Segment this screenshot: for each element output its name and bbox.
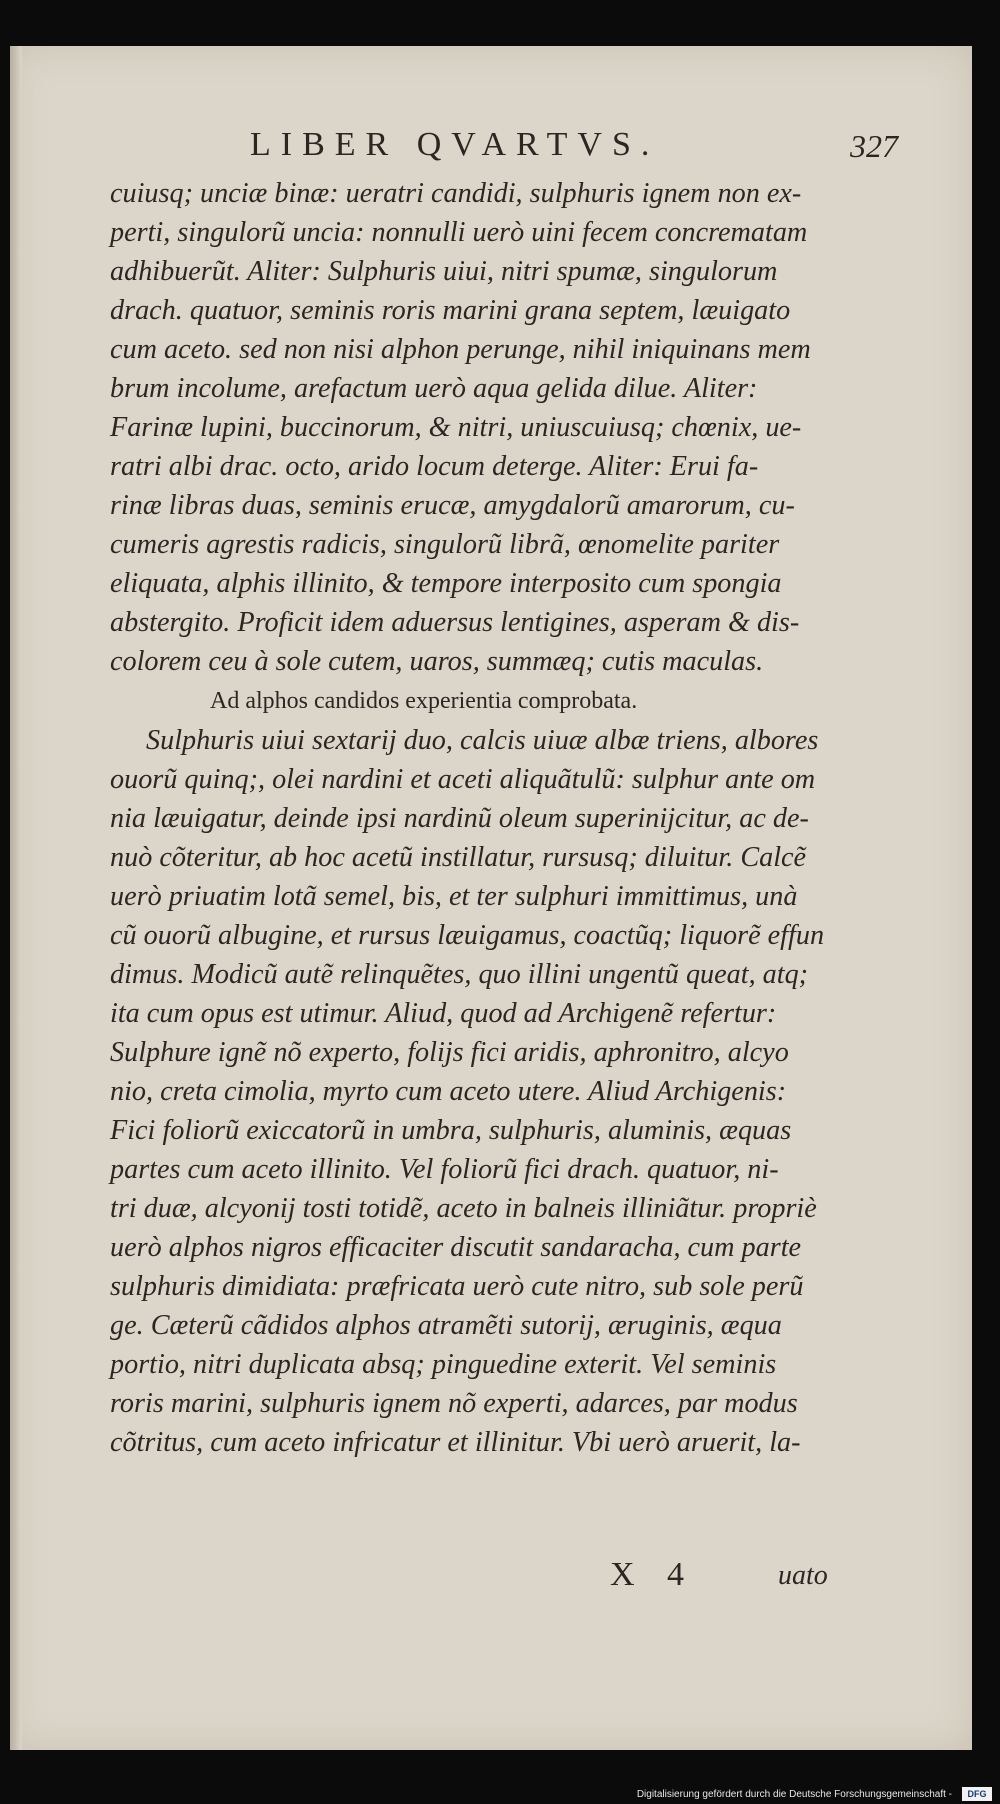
text-line: cumeris agrestis radicis, singulorũ librã, œnomelite pariter (110, 529, 780, 560)
text-block (110, 174, 850, 1462)
text-line: roris marini, sulphuris ignem nõ experti, adarces, par modus (110, 1388, 798, 1419)
text-line: cõtritus, cum aceto infricatur et illinitur. Vbi uerò aruerit, la- (110, 1427, 801, 1458)
text-line: sulphuris dimidiata: præfricata uerò cute nitro, sub sole perũ (110, 1271, 804, 1302)
catchword: uato (778, 1560, 828, 1591)
text-line: colorem ceu à sole cutem, uaros, summæq; cutis maculas. (110, 646, 764, 677)
text-line: ge. Cæterũ cãdidos alphos atramẽti sutorij, æruginis, æqua (110, 1310, 782, 1341)
text-line: adhibuerũt. Aliter: Sulphuris uiui, nitri spumæ, singulorum (110, 256, 778, 287)
text-line: uerò priuatim lotã semel, bis, et ter sulphuri immittimus, unà (110, 881, 798, 912)
book-page (10, 46, 972, 1750)
text-line: Fici foliorũ exiccatorũ in umbra, sulphuris, aluminis, æquas (110, 1115, 792, 1146)
text-line: drach. quatuor, seminis roris marini grana septem, læuigato (110, 295, 791, 326)
text-line: brum incolume, arefactum uerò aqua gelida dilue. Aliter: (110, 373, 758, 404)
text-line: ratri albi drac. octo, arido locum deterge. Aliter: Erui fa- (110, 451, 759, 482)
folio-number: 327 (850, 128, 898, 164)
text-line: nio, creta cimolia, myrto cum aceto utere. Aliud Archigenis: (110, 1076, 787, 1107)
text-line: perti, singulorũ uncia: nonnulli uerò uini fecem concrematam (110, 217, 808, 248)
text-line: nuò cõteritur, ab hoc acetũ instillatur, rursusq; diluitur. Calcẽ (110, 842, 807, 873)
section-heading: Ad alphos candidos experientia comprobata. (210, 688, 638, 714)
text-line: ouorũ quinq;, olei nardini et aceti aliquãtulũ: sulphur ante om (110, 764, 816, 795)
running-title: LIBER QVARTVS. (250, 126, 660, 163)
text-line: Farinæ lupini, buccinorum, & nitri, uniuscuiusq; chœnix, ue- (110, 412, 802, 443)
digitization-credit: Digitalisierung gefördert durch die Deutsche Forschungsgemeinschaft - (636, 1789, 952, 1800)
text-line: Sulphure ignẽ nõ experto, folijs fici aridis, aphronitro, alcyo (110, 1037, 789, 1068)
dfg-logo: DFG (962, 1787, 992, 1801)
text-line: nia læuigatur, deinde ipsi nardinũ oleum superinijcitur, ac de- (110, 803, 809, 834)
signature-mark: X 4 (610, 1556, 697, 1593)
text-line: abstergito. Proficit idem aduersus lentigines, asperam & dis- (110, 607, 800, 638)
page-edge-shadow (10, 46, 22, 1750)
text-line: dimus. Modicũ autẽ relinquẽtes, quo illini ungentũ queat, atq; (110, 959, 809, 990)
text-line: eliquata, alphis illinito, & tempore interposito cum spongia (110, 568, 782, 599)
text-line: ita cum opus est utimur. Aliud, quod ad Archigenẽ refertur: (110, 998, 777, 1029)
text-line: partes cum aceto illinito. Vel foliorũ fici drach. quatuor, ni- (110, 1154, 779, 1185)
text-line: Sulphuris uiui sextarij duo, calcis uiuæ albæ triens, albores (146, 725, 819, 756)
text-line: rinæ libras duas, seminis erucæ, amygdalorũ amarorum, cu- (110, 490, 795, 521)
text-line: cum aceto. sed non nisi alphon perunge, nihil iniquinans mem (110, 334, 811, 365)
text-line: cũ ouorũ albugine, et rursus læuigamus, coactũq; liquorẽ effun (110, 920, 825, 951)
page-foot (10, 1556, 972, 1606)
text-line: tri duæ, alcyonij tosti totidẽ, aceto in balneis illiniãtur. propriè (110, 1193, 817, 1224)
text-line: cuiusq; unciæ binæ: ueratri candidi, sulphuris ignem non ex- (110, 178, 802, 209)
text-line: uerò alphos nigros efficaciter discutit sandaracha, cum parte (110, 1232, 802, 1263)
text-line: portio, nitri duplicata absq; pinguedine exterit. Vel seminis (110, 1349, 777, 1380)
